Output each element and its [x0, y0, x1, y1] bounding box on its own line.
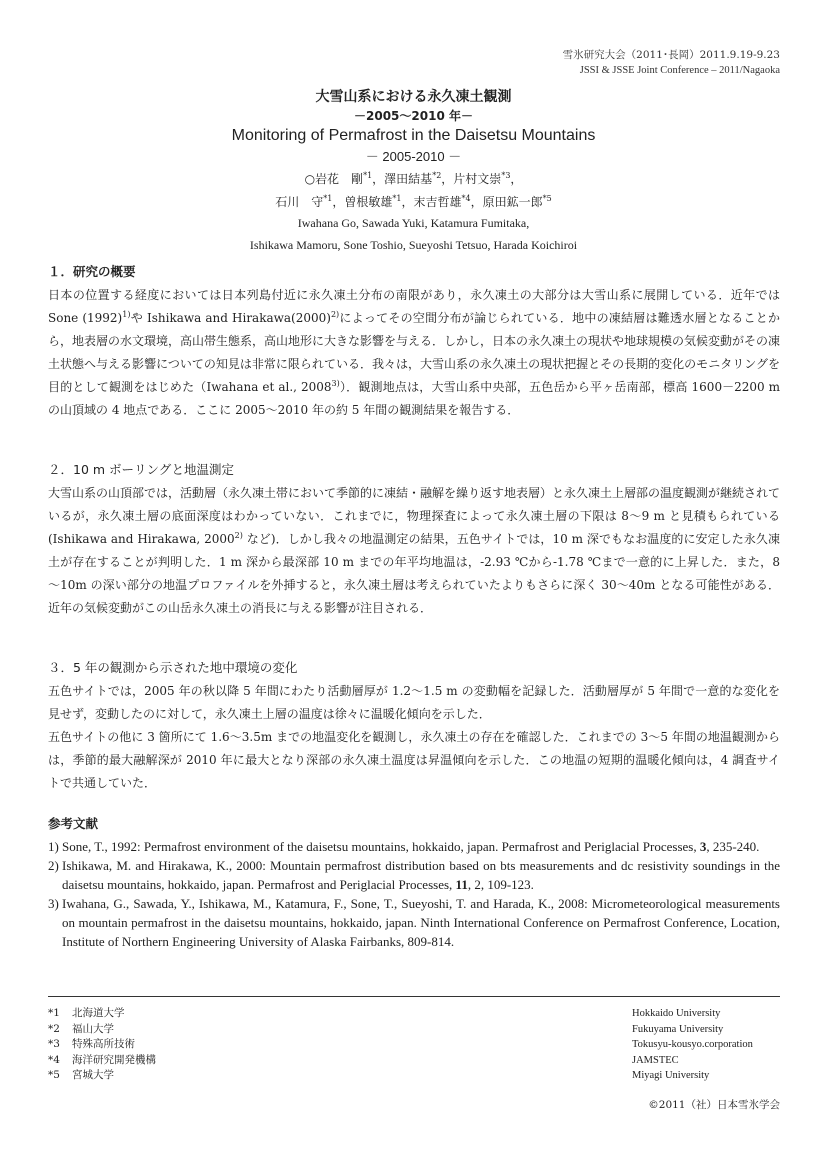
reference-list — [48, 837, 780, 951]
citation-superscript: 2) — [330, 310, 340, 319]
author-name: 片村文崇 — [453, 172, 502, 186]
affiliation-mark: *5 — [48, 1069, 60, 1081]
affiliation-mark: *4 — [48, 1053, 60, 1066]
reference-item — [48, 837, 780, 856]
reference-volume: 3 — [699, 839, 707, 854]
affiliation-jp: 宮城大学 — [72, 1069, 114, 1081]
reference-number: 3) — [48, 896, 59, 911]
section-1 — [48, 263, 780, 422]
author-affiliation-mark: *1 — [323, 194, 333, 203]
section-heading: ３．5 年の観測から示された地中環境の変化 — [48, 660, 298, 675]
affiliation-en: Fukuyama University — [632, 1023, 724, 1035]
citation-superscript: 2) — [234, 531, 243, 540]
section-paragraph: 大雪山系の山頂部では，活動層（永久凍土帯において季節的に凍結・融解を繰り返す地表層）と永久凍土上層部の温度観測が継続されているが，永久凍土層の底面深度はわかっていない．これまでに，物理探査によって永久凍土層の下限は 8～9 m と見積もられている (Ishikawa and Hirakawa, 2000$^{2)}$ など)．しかし我々の地温測定の結果，五色サイトでは，10 m 深でもなお温度的に安定した永久凍土が存在することが判明した．1 m 深から最深部 10 m までの年平均地温は，-2.93 ℃から-1.78 ℃まで一意的に上昇した．また，8～10m の深い部分の地温プロファイルを外挿すると，永久凍土層は考えられていたよりもさらに深く 30～40m となる可能性がある．近年の気候変動がこの山岳永久凍土の消長に与える影響が注目される． — [48, 486, 781, 615]
references-heading: 参考文献 — [48, 816, 99, 831]
conference-en: JSSI & JSSE Joint Conference – 2011/Nagaoka — [579, 65, 780, 76]
affiliation-jp: 海洋研究開発機構 — [72, 1053, 156, 1066]
author-name: 澤田結基 — [384, 172, 433, 186]
author-affiliation-mark: *1 — [392, 194, 402, 203]
affiliation-row — [48, 1022, 780, 1038]
section-2 — [48, 461, 780, 620]
reference-text: Iwahana, G., Sawada, Y., Ishikawa, M., Katamura, F., Sone, T., Sueyoshi, T. and Harada, K., 2008: Micrometeorological measurements on mountain permafrost in the daisetsu mountains, hokkaido, japan. Ninth International Conference on Permafrost Conference, Location, Institute of Northern Engineering University of Alaska Fairbanks, 809-814. — [62, 896, 780, 949]
affiliation-row — [48, 1006, 780, 1022]
conference-jp: 雪氷研究大会（2011･長岡）2011.9.19-9.23 — [562, 49, 780, 61]
affiliation-en: JAMSTEC — [632, 1054, 679, 1066]
citation-superscript: 1) — [122, 310, 131, 319]
author-name: 原田鉱一郎 — [482, 195, 543, 209]
section-heading: １．研究の概要 — [48, 264, 136, 279]
affiliation-en: Miyagi University — [632, 1070, 710, 1081]
authors-en-line-2: Ishikawa Mamoru, Sone Toshio, Sueyoshi Tetsuo, Harada Koichiroi — [249, 238, 578, 252]
authors-line-1: ○岩花 剛$^{*1}$，澤田結基$^{*2}$，片村文崇$^{*3}$， — [304, 171, 523, 186]
reference-text: Sone, T., 1992: Permafrost environment of the daisetsu mountains, hokkaido, japan. Permafrost and Periglacial Processes, 3, 235-240. — [62, 839, 760, 854]
citation-superscript: 3) — [331, 379, 340, 388]
subtitle-jp: －2005～2010 年－ — [354, 109, 473, 123]
author-name: 石川 守 — [275, 195, 324, 209]
title-jp: 大雪山系における永久凍土観測 — [315, 89, 512, 105]
author-name: 末吉哲雄 — [413, 195, 462, 209]
title-block — [0, 88, 827, 256]
author-affiliation-mark: *5 — [542, 194, 552, 203]
author-affiliation-mark: *4 — [461, 194, 471, 203]
reference-item — [48, 856, 780, 894]
affiliation-jp: 北海道大学 — [72, 1007, 125, 1019]
affiliation-en: Hokkaido University — [632, 1008, 721, 1019]
author-affiliation-mark: *2 — [432, 171, 442, 180]
affiliation-jp: 特殊高所技術 — [72, 1038, 135, 1050]
affiliations — [48, 1006, 780, 1084]
authors-en-line-1: Iwahana Go, Sawada Yuki, Katamura Fumitaka, — [297, 216, 530, 230]
reference-volume: 11 — [455, 877, 468, 892]
affiliation-row — [48, 1068, 780, 1084]
affiliation-row — [48, 1053, 780, 1069]
conference-header — [563, 48, 780, 78]
affiliation-en: Tokusyu-kousyo.corporation — [632, 1039, 753, 1050]
affiliation-mark: *2 — [48, 1022, 60, 1035]
author-affiliation-mark: *1 — [363, 171, 373, 180]
affiliation-mark: *3 — [48, 1038, 60, 1050]
author-name: 曽根敏雄 — [344, 195, 393, 209]
subtitle-en: － 2005-2010 － — [365, 149, 462, 164]
reference-item — [48, 894, 780, 951]
authors-line-2: 石川 守$^{*1}$，曽根敏雄$^{*1}$，末吉哲雄$^{*4}$，原田鉱一郎$^{*5}$ — [275, 194, 552, 209]
reference-number: 2) — [48, 858, 59, 873]
section-heading: ２．10 m ボーリングと地温測定 — [48, 462, 235, 477]
reference-text: Ishikawa, M. and Hirakawa, K., 2000: Mountain permafrost distribution based on bts measurements and dc resistivity soundings in the daisetsu mountains, hokkaido, japan. Permafrost and Periglacial Processes, 11, 2, 109-123. — [62, 858, 780, 892]
references — [48, 815, 780, 951]
affiliation-jp: 福山大学 — [72, 1022, 114, 1035]
affiliation-row — [48, 1037, 780, 1053]
section-paragraph: 五色サイトでは，2005 年の秋以降 5 年間にわたり活動層厚が 1.2～1.5 m の変動幅を記録した．活動層厚が 5 年間で一意的な変化を見せず，変動したのに対して，永久凍土上層の温度は徐々に温暖化傾向を示した． — [48, 684, 780, 721]
section-paragraph: 日本の位置する経度においては日本列島付近に永久凍土分布の南限があり，永久凍土の大部分は大雪山系に展開している．近年では Sone $(1992)^{1)}$や Ishikawa and $Hirakawa(2000)^{2)}$によってその空間分布が論じられている．地中の凍結層は難透水層となることから，地表層の水文環境，高山帯生態系，高山地形に大きな影響を与える．しかし，日本の永久凍土の現状や地球規模の気候変動がその凍土状態へ与える影響についての知見は非常に限られている．我々は，大雪山系の永久凍土の現状把握とその長期的変化のモニタリングを目的として観測をはじめた（Iwahana et al., 2008$^{3)}$）．観測地点は，大雪山系中央部，五色岳から平ヶ岳南部，標高 1600－2200 m の山頂域の 4 地点である．ここに 2005～2010 年の約 5 年間の観測結果を報告する． — [48, 288, 781, 417]
copyright: ©2011（社）日本雪氷学会 — [648, 1099, 780, 1111]
author-name: ○岩花 剛 — [304, 172, 364, 186]
section-3 — [48, 659, 780, 795]
section-paragraph: 五色サイトの他に 3 箇所にて 1.6～3.5m までの地温変化を観測し，永久凍土の存在を確認した．これまでの 3～5 年間の地温観測からは，季節的最大融解深が 2010 年に最大となり深部の永久凍土温度は昇温傾向を示した．この地温の短期的温暖化傾向は，4 調査サイトで共通していた． — [48, 730, 780, 790]
affiliation-mark: *1 — [48, 1007, 60, 1019]
title-en: Monitoring of Permafrost in the Daisetsu Mountains — [231, 127, 596, 144]
reference-number: 1) — [48, 839, 59, 854]
author-affiliation-mark: *3 — [501, 171, 511, 180]
footnote-divider — [48, 996, 780, 997]
